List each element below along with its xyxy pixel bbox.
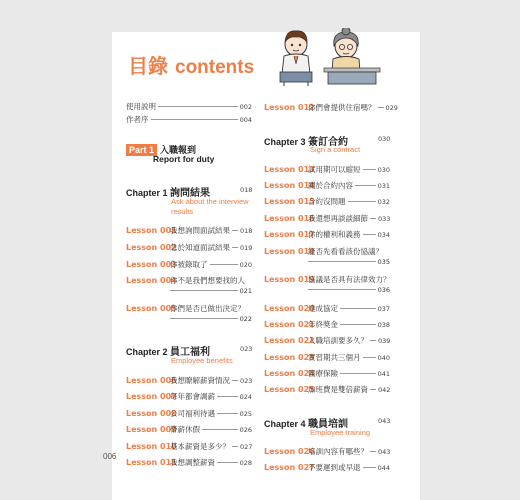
leader-line xyxy=(217,396,238,397)
lesson-title: 實習期共三個月 xyxy=(308,353,361,362)
lesson-title: 關於合約內容 xyxy=(308,181,353,190)
toc-entry[interactable] xyxy=(126,375,252,386)
lesson-title: 達成協定 xyxy=(308,304,338,313)
leader-line xyxy=(151,119,238,120)
toc-entry[interactable] xyxy=(126,275,252,286)
leader-line xyxy=(363,169,376,170)
leader-line xyxy=(355,185,376,186)
lesson-number: Lesson 012 xyxy=(264,103,315,112)
toc-entry[interactable] xyxy=(126,303,252,314)
toc-entry[interactable] xyxy=(264,180,390,191)
chapter-number: Chapter 2 xyxy=(126,347,168,357)
toc-entry[interactable] xyxy=(126,114,252,125)
lesson-page: 032 xyxy=(377,198,390,206)
entry-title: 使用説明 xyxy=(126,102,156,111)
lesson-page: 026 xyxy=(239,426,252,434)
lesson-page: 027 xyxy=(240,443,253,451)
leader-line xyxy=(348,201,376,202)
subtitle-line-1: Ask about the interview xyxy=(171,197,249,206)
lesson-number: Lesson 009 xyxy=(126,425,177,434)
lesson-number: Lesson 025 xyxy=(264,385,315,394)
lesson-title: 基本薪資是多少？ xyxy=(170,442,230,451)
lesson-title: 我想瞭解薪資情況 xyxy=(170,376,230,385)
part-badge: Part 1 xyxy=(126,144,157,156)
lesson-number: Lesson 024 xyxy=(264,369,315,378)
people-illustration xyxy=(272,28,384,86)
chapter-number: Chapter 4 xyxy=(264,419,306,429)
leader-line xyxy=(232,380,238,381)
lesson-title: 公司福利待遇 xyxy=(170,409,215,418)
toc-entry-continuation xyxy=(308,286,390,294)
toc-entry[interactable] xyxy=(264,213,390,224)
lesson-title: 能否先看看該份協議？ xyxy=(308,247,383,256)
title-en: contents xyxy=(175,57,255,78)
lesson-title: 急於知道面試結果 xyxy=(170,243,230,252)
lesson-number: Lesson 019 xyxy=(264,275,315,284)
lesson-page: 025 xyxy=(239,410,252,418)
lesson-page: 036 xyxy=(377,286,390,294)
lesson-page: 019 xyxy=(240,244,253,252)
entry-page: 004 xyxy=(239,116,252,124)
leader-line xyxy=(232,446,238,447)
chapter-page: 018 xyxy=(240,186,253,194)
leader-line xyxy=(340,373,376,374)
leader-line xyxy=(370,218,376,219)
lesson-title: 試用期可以縮短 xyxy=(308,165,361,174)
title-cn: 目錄 xyxy=(128,54,168,78)
toc-entry[interactable] xyxy=(126,457,252,468)
lesson-title: 你的權利和義務 xyxy=(308,230,361,239)
toc-entry[interactable] xyxy=(264,164,390,175)
lesson-title: 我想調整薪資 xyxy=(170,458,215,467)
lesson-title: 我還想再談談細節 xyxy=(308,214,368,223)
lesson-page: 038 xyxy=(377,321,390,329)
lesson-number: Lesson 015 xyxy=(264,197,315,206)
lesson-title: 我想詢問面試結果 xyxy=(170,226,230,235)
woman-figure xyxy=(324,28,380,84)
chapter-subtitle-en: Employee benefits xyxy=(171,356,233,365)
chapter-number: Chapter 1 xyxy=(126,188,168,198)
page-number: 006 xyxy=(103,452,117,461)
chapter-subtitle-en: Employee training xyxy=(310,428,371,437)
lesson-page: 029 xyxy=(385,104,398,112)
toc-entry[interactable] xyxy=(264,274,390,285)
right-frame xyxy=(420,0,520,500)
leader-line xyxy=(363,467,376,468)
toc-entry[interactable] xyxy=(264,196,390,207)
lesson-number: Lesson 013 xyxy=(264,165,315,174)
chapter-title: 詢問結果 xyxy=(170,188,210,199)
lesson-number: Lesson 007 xyxy=(126,392,177,401)
lesson-page: 035 xyxy=(377,258,390,266)
lesson-page: 044 xyxy=(377,464,390,472)
lesson-number: Lesson 022 xyxy=(264,336,315,345)
lesson-number: Lesson 003 xyxy=(126,260,177,269)
man-figure xyxy=(280,31,312,86)
lesson-title: 年終獎金 xyxy=(308,320,338,329)
toc-entry[interactable] xyxy=(264,229,390,240)
chapter-number: Chapter 3 xyxy=(264,137,306,147)
leader-line xyxy=(363,234,376,235)
leader-line xyxy=(232,247,238,248)
leader-line xyxy=(232,230,238,231)
leader-line xyxy=(170,318,238,319)
toc-entry[interactable] xyxy=(264,319,390,330)
lesson-title: 你被錄取了 xyxy=(170,260,208,269)
lesson-number: Lesson 004 xyxy=(126,276,177,285)
lesson-title: 加班費是雙倍薪資 xyxy=(308,385,368,394)
lesson-page: 033 xyxy=(378,215,391,223)
leader-line xyxy=(217,462,238,463)
lesson-number: Lesson 008 xyxy=(126,409,177,418)
page-title xyxy=(128,50,254,79)
toc-entry[interactable] xyxy=(126,441,252,452)
lesson-page: 028 xyxy=(239,459,252,467)
lesson-number: Lesson 027 xyxy=(264,463,315,472)
lesson-title: 合約沒問題 xyxy=(308,197,346,206)
toc-entry[interactable] xyxy=(126,101,252,112)
lesson-page: 022 xyxy=(239,315,252,323)
toc-entry[interactable] xyxy=(126,242,252,253)
lesson-page: 031 xyxy=(377,182,390,190)
leader-line xyxy=(210,264,238,265)
toc-entry[interactable] xyxy=(264,384,390,395)
lesson-page: 041 xyxy=(377,370,390,378)
toc-entry[interactable] xyxy=(126,408,252,419)
leader-line xyxy=(378,107,384,108)
entry-title: 作者序 xyxy=(126,115,149,124)
leader-line xyxy=(370,340,376,341)
lesson-page: 039 xyxy=(378,337,391,345)
lesson-title: 醫療保險 xyxy=(308,369,338,378)
lesson-number: Lesson 002 xyxy=(126,243,177,252)
chapter-title: 員工福利 xyxy=(170,347,210,358)
leader-line xyxy=(370,389,376,390)
lesson-title: 帶薪休假 xyxy=(170,425,200,434)
toc-entry[interactable] xyxy=(264,335,390,346)
chapter-title: 職員培訓 xyxy=(308,419,348,430)
toc-entry[interactable] xyxy=(264,446,390,457)
chapter-subtitle-en xyxy=(171,197,249,217)
lesson-number: Lesson 020 xyxy=(264,304,315,313)
toc-entry-continuation xyxy=(308,258,390,266)
lesson-page: 043 xyxy=(378,448,391,456)
toc-entry[interactable] xyxy=(264,303,390,314)
entry-page: 002 xyxy=(239,103,252,111)
lesson-number: Lesson 026 xyxy=(264,447,315,456)
lesson-page: 023 xyxy=(240,377,253,385)
lesson-page: 024 xyxy=(239,393,252,401)
lesson-page: 034 xyxy=(377,231,390,239)
lesson-title: 入職培訓要多久？ xyxy=(308,336,368,345)
lesson-number: Lesson 014 xyxy=(264,181,315,190)
lesson-number: Lesson 011 xyxy=(126,458,177,467)
lesson-title: 你不是我們想要找的人 xyxy=(170,276,245,285)
toc-entry[interactable] xyxy=(264,246,390,257)
lesson-number: Lesson 016 xyxy=(264,214,315,223)
leader-line xyxy=(308,261,376,262)
leader-line xyxy=(202,429,238,430)
lesson-page: 037 xyxy=(377,305,390,313)
lesson-number: Lesson 006 xyxy=(126,376,177,385)
toc-entry[interactable] xyxy=(264,352,390,363)
leader-line xyxy=(370,451,376,452)
lesson-page: 020 xyxy=(239,261,252,269)
lesson-number: Lesson 018 xyxy=(264,247,315,256)
leader-line xyxy=(158,106,238,107)
lesson-page: 018 xyxy=(240,227,253,235)
lesson-title: 協議是否具有法律效力？ xyxy=(308,275,391,284)
toc-entry[interactable] xyxy=(126,259,252,270)
leader-line xyxy=(217,413,238,414)
toc-entry[interactable] xyxy=(264,368,390,379)
toc-entry[interactable] xyxy=(126,225,252,236)
lesson-page: 021 xyxy=(239,287,252,295)
lesson-title: 你們是否已做出決定？ xyxy=(170,304,245,313)
leader-line xyxy=(170,290,238,291)
toc-entry-continuation xyxy=(170,315,252,323)
chapter-title: 簽訂合約 xyxy=(308,137,348,148)
lesson-number: Lesson 023 xyxy=(264,353,315,362)
leader-line xyxy=(340,324,376,325)
subtitle-line-2: results xyxy=(171,207,194,216)
chapter-subtitle-en: Sign a contract xyxy=(310,145,361,154)
chapter-page: 030 xyxy=(378,135,391,143)
part-title-cn: 入職報到 xyxy=(160,146,197,156)
lesson-number: Lesson 001 xyxy=(126,226,177,235)
toc-entry[interactable] xyxy=(264,462,390,473)
chapter-page: 023 xyxy=(240,345,253,353)
leader-line xyxy=(363,357,376,358)
lesson-number: Lesson 010 xyxy=(126,442,177,451)
lesson-title: 你們會提供住宿嗎？ xyxy=(308,103,376,112)
leader-line xyxy=(308,289,376,290)
lesson-title: 不要遲到或早退 xyxy=(308,463,361,472)
toc-entry-continuation xyxy=(170,287,252,295)
toc-entry[interactable] xyxy=(264,102,398,113)
lesson-number: Lesson 005 xyxy=(126,304,177,313)
lesson-page: 042 xyxy=(378,386,391,394)
lesson-number: Lesson 021 xyxy=(264,320,315,329)
lesson-title: 每年都會調薪 xyxy=(170,392,215,401)
lesson-number: Lesson 017 xyxy=(264,230,315,239)
lesson-page: 030 xyxy=(377,166,390,174)
lesson-page: 040 xyxy=(377,354,390,362)
lesson-title: 培訓內容有哪些？ xyxy=(308,447,368,456)
leader-line xyxy=(340,308,376,309)
toc-entry[interactable] xyxy=(126,424,252,435)
chapter-page: 043 xyxy=(378,417,391,425)
left-frame xyxy=(0,0,112,500)
part-title-en: Report for duty xyxy=(153,154,215,164)
toc-entry[interactable] xyxy=(126,391,252,402)
